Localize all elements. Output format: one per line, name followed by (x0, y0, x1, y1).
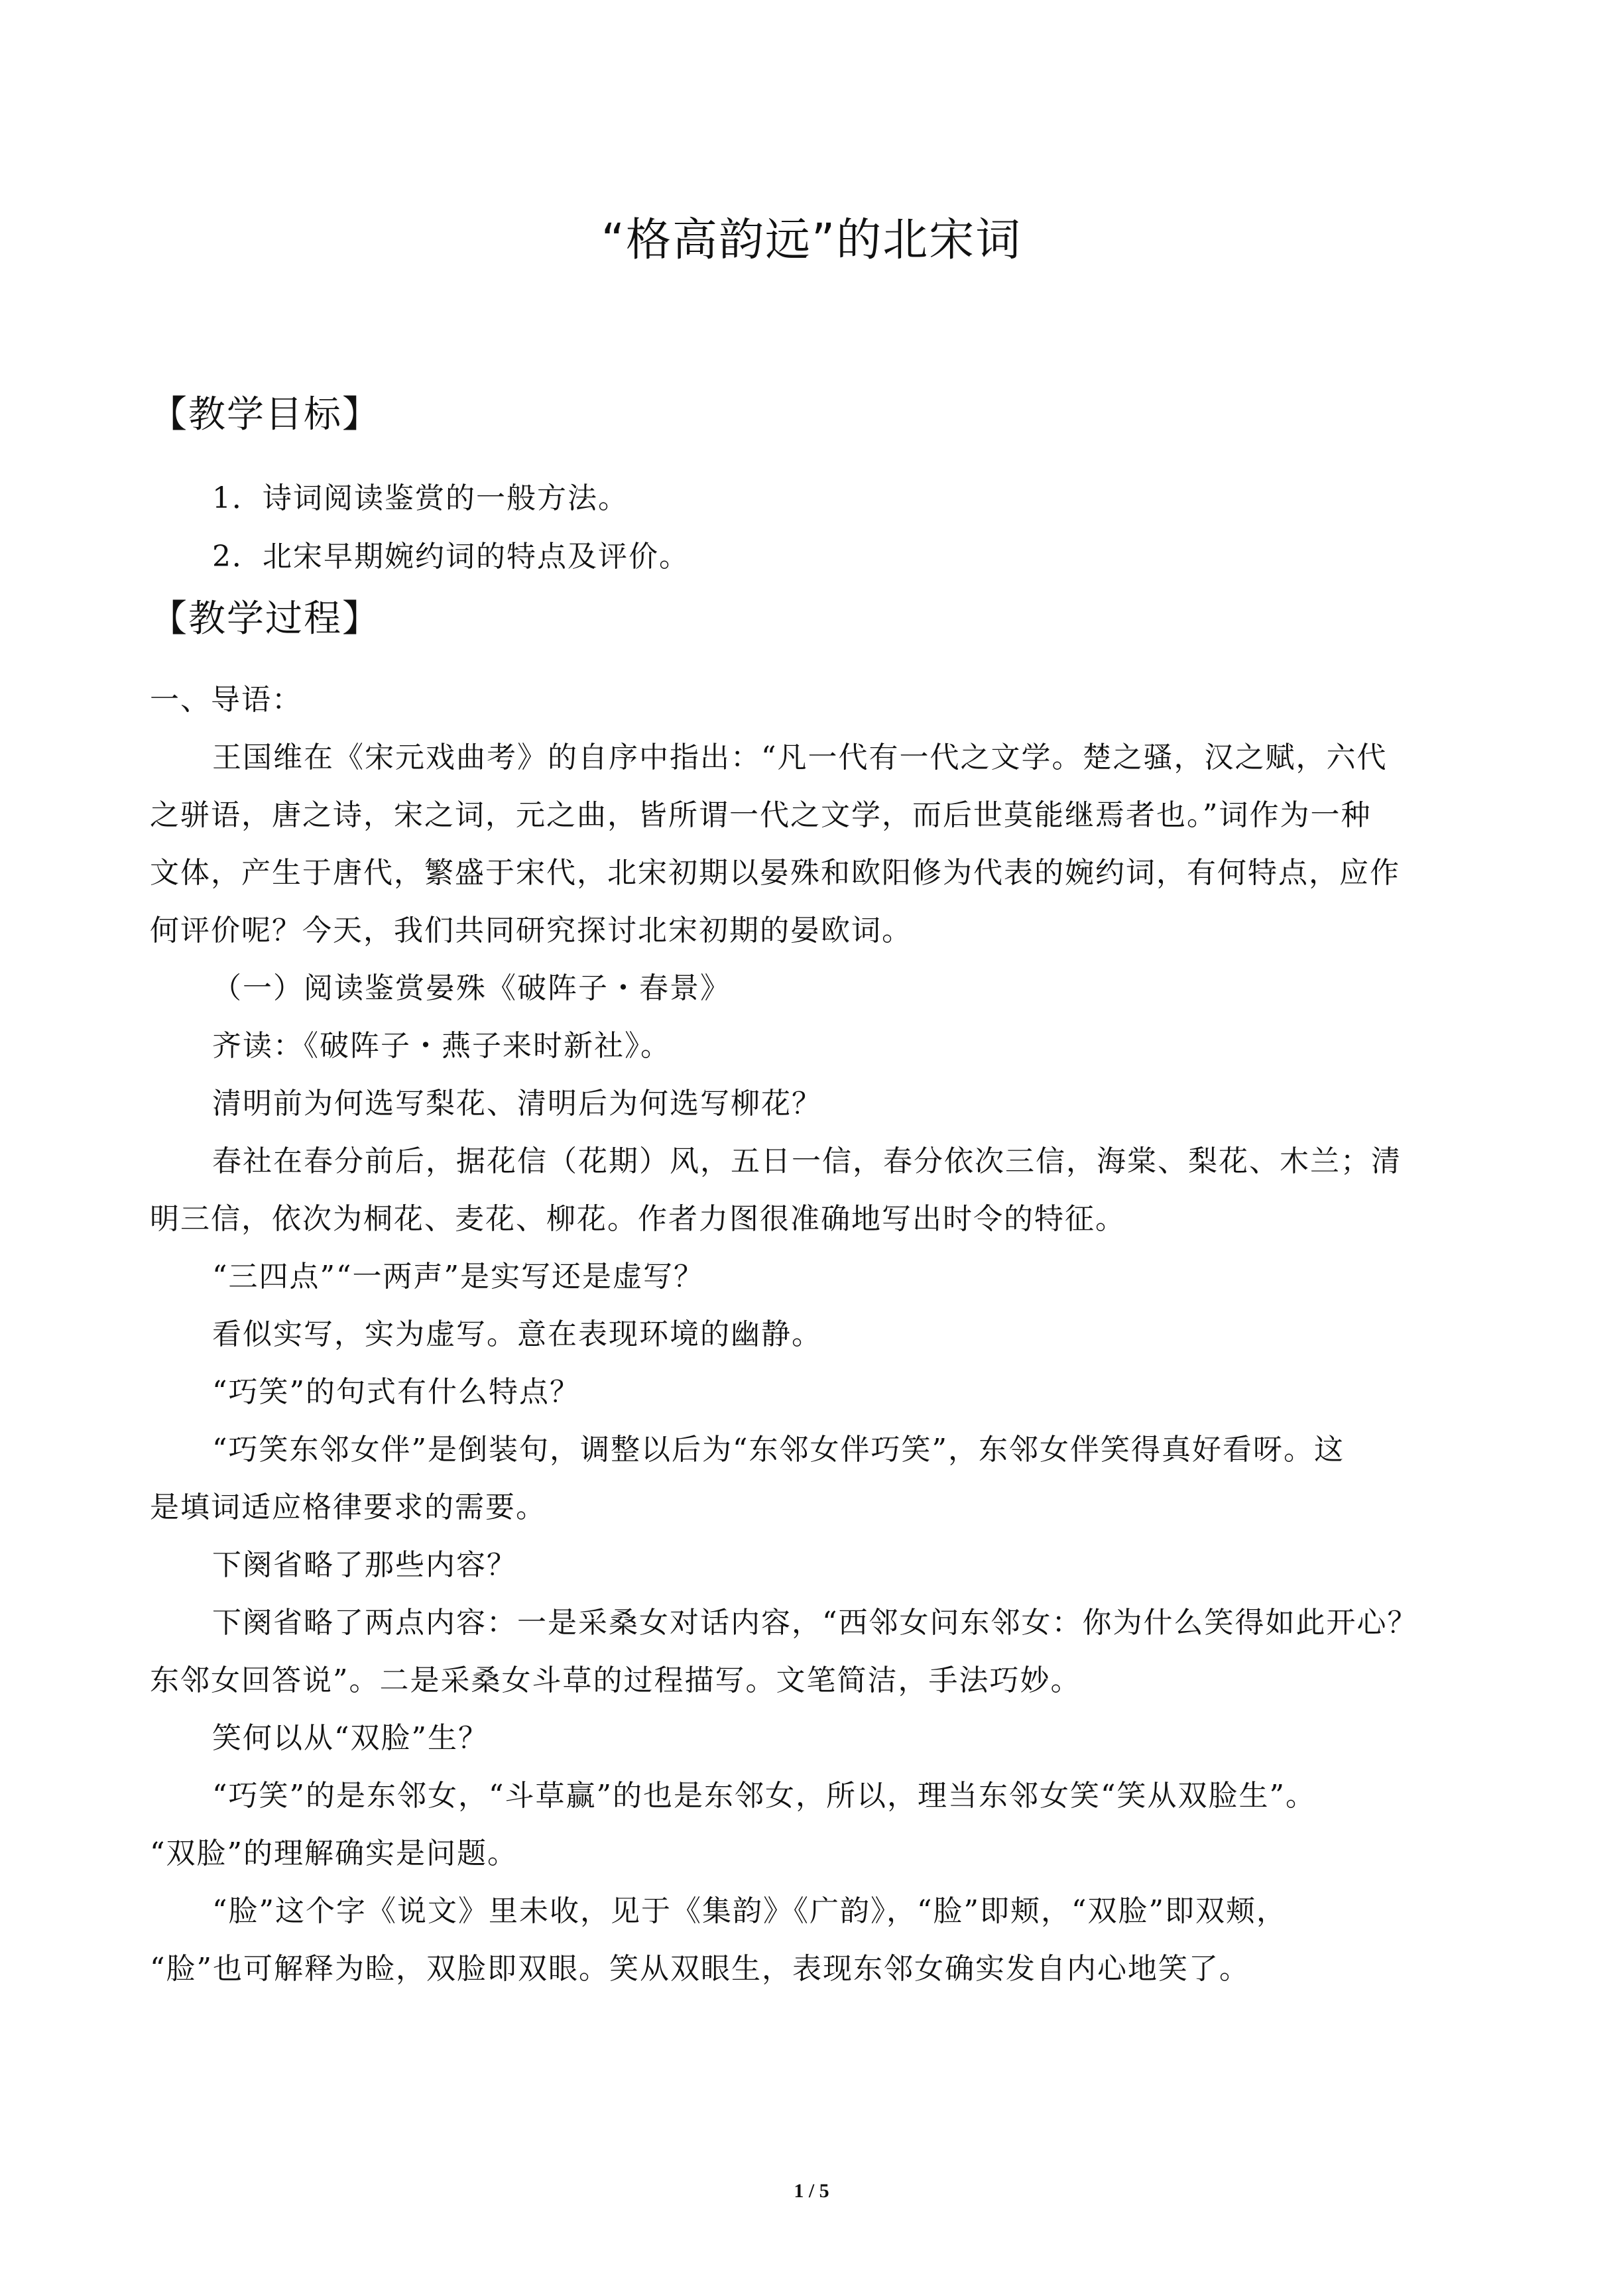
goal-item-1: 1．诗词阅读鉴赏的一般方法。 (212, 481, 629, 515)
page-number: 1 / 5 (794, 2180, 829, 2202)
body-line: “脸”这个字《说文》里未收，见于《集韵》《广韵》，“脸”即颊，“双脸”即双颊， (212, 1894, 1287, 1928)
body-line: “脸”也可解释为睑，双脸即双眼。笑从双眼生，表现东邻女确实发自内心地笑了。 (150, 1952, 1250, 1986)
body-line: 看似实写，实为虚写。意在表现环境的幽静。 (212, 1317, 822, 1351)
body-line: 是填词适应格律要求的需要。 (150, 1490, 546, 1524)
body-line: 清明前为何选写梨花、清明后为何选写柳花？ (212, 1087, 822, 1120)
body-line: “巧笑”的是东邻女，“斗草赢”的也是东邻女，所以，理当东邻女笑“笑从双脸生”。 (212, 1779, 1316, 1813)
body-line: 王国维在《宋元戏曲考》的自序中指出：“凡一代有一代之文学。楚之骚，汉之赋，六代 (212, 741, 1388, 774)
section-heading-goals: 【教学目标】 (150, 393, 381, 436)
body-line: 一、导语： (150, 683, 302, 717)
body-line: 春社在春分前后，据花信（花期）风，五日一信，春分依次三信，海棠、梨花、木兰；清 (212, 1144, 1402, 1178)
body-line: 笑何以从“双脸”生？ (212, 1721, 489, 1755)
body-line: 齐读：《破阵子・燕子来时新社》。 (212, 1029, 671, 1063)
body-line: 下阕省略了两点内容：一是采桑女对话内容，“西邻女问东邻女：你为什么笑得如此开心？ (212, 1606, 1418, 1640)
body-line: “双脸”的理解确实是问题。 (150, 1837, 518, 1870)
body-line: 文体，产生于唐代，繁盛于宋代，北宋初期以晏殊和欧阳修为代表的婉约词，有何特点，应作 (150, 856, 1400, 890)
goal-item-2: 2．北宋早期婉约词的特点及评价。 (212, 540, 690, 574)
body-line: “巧笑”的句式有什么特点？ (212, 1375, 580, 1409)
body-line: 下阕省略了那些内容？ (212, 1548, 517, 1582)
document-title: “格高韵远”的北宋词 (601, 214, 1022, 267)
section-heading-process: 【教学过程】 (150, 597, 381, 640)
body-line: 何评价呢？今天，我们共同研究探讨北宋初期的晏欧词。 (150, 914, 912, 947)
body-line: 之骈语，唐之诗，宋之词，元之曲，皆所谓一代之文学，而后世莫能继焉者也。”词作为一种 (150, 798, 1372, 832)
body-line: 东邻女回答说”。二是采桑女斗草的过程描写。文笔简洁，手法巧妙。 (150, 1663, 1081, 1697)
body-line: “巧笑东邻女伴”是倒装句，调整以后为“东邻女伴巧笑”，东邻女伴笑得真好看呀。这 (212, 1433, 1345, 1467)
body-line: “三四点”“一两声”是实写还是虚写？ (212, 1260, 704, 1294)
body-line: （一）阅读鉴赏晏殊《破阵子・春景》 (212, 971, 731, 1005)
body-line: 明三信，依次为桐花、麦花、柳花。作者力图很准确地写出时令的特征。 (150, 1202, 1126, 1236)
